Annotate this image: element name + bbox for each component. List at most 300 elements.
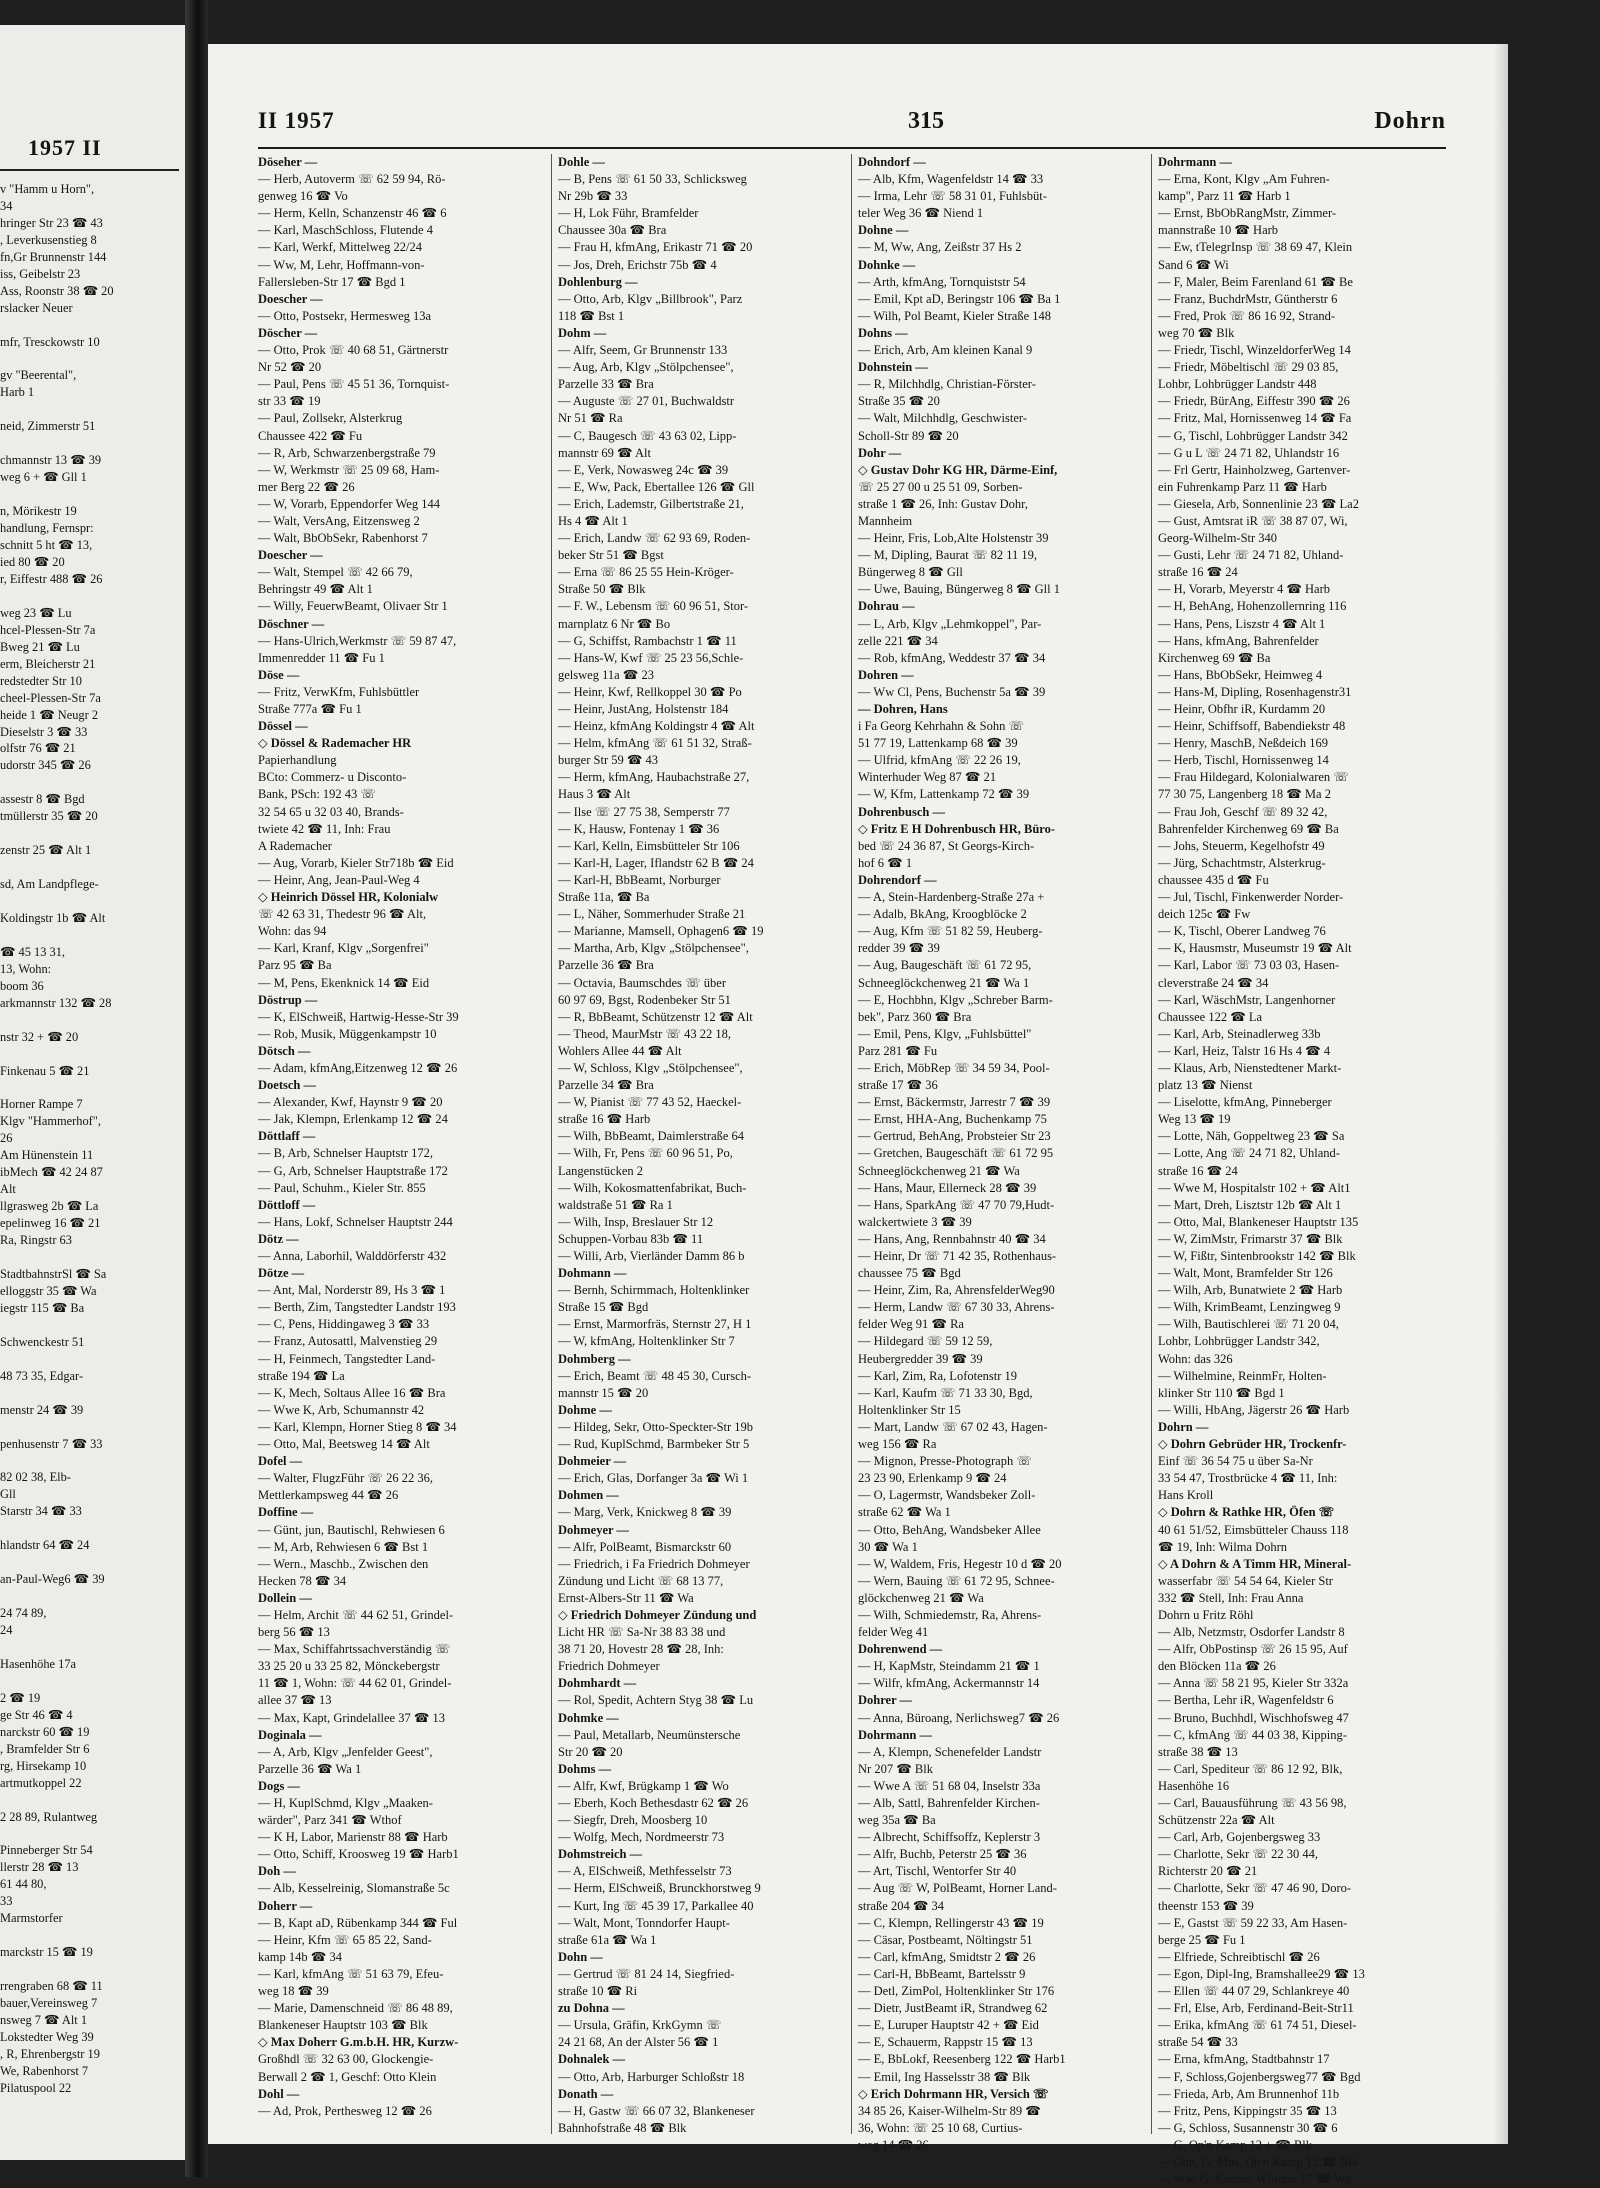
directory-entry: — C, Klempn, Rellingerstr 43 ☎ 19: [858, 1915, 1044, 1930]
directory-entry: twiete 42 ☎ 11, Inh: Frau: [258, 821, 391, 836]
directory-entry: — Frl Gertr, Hainholzweg, Gartenver-: [1158, 462, 1351, 477]
directory-entry: — Hans, kfmAng, Bahrenfelder: [1158, 633, 1319, 648]
left-fragment-line: sd, Am Landpflege-: [0, 877, 99, 892]
directory-entry: — E, BbLokf, Reesenberg 122 ☎ Harb1: [858, 2052, 1066, 2067]
surname-heading: zu Dohna —: [558, 2001, 625, 2016]
directory-entry: — Willy, FeuerwBeamt, Olivaer Str 1: [258, 599, 448, 614]
directory-entry: weg 156 ☎ Ra: [858, 1437, 937, 1452]
left-fragment-line: [0, 1419, 184, 1436]
directory-entry: — Alexander, Kwf, Haynstr 9 ☎ 20: [258, 1095, 443, 1110]
left-header-rule: [0, 169, 179, 171]
directory-entry: Behringstr 49 ☎ Alt 1: [258, 582, 373, 597]
directory-entry: Schneeglöckchenweg 21 ☎ Wa 1: [858, 975, 1030, 990]
directory-entry: Straße 50 ☎ Blk: [558, 582, 646, 597]
left-fragment-line: [0, 1317, 184, 1334]
directory-entry: — W, ZimMstr, Frimarstr 37 ☎ Blk: [1158, 1231, 1343, 1246]
directory-entry: — Karl, Kranf, Klgv „Sorgenfrei": [258, 941, 429, 956]
directory-entry: burger Str 59 ☎ 43: [558, 753, 659, 768]
directory-column-4: [1158, 154, 1444, 2187]
directory-entry: — Karl, Zim, Ra, Lofotenstr 19: [858, 1368, 1017, 1383]
left-fragment-line: iss, Geibelstr 23: [0, 266, 81, 281]
directory-entry: berge 25 ☎ Fu 1: [1158, 1932, 1246, 1947]
directory-entry: walckertwiete 3 ☎ 39: [858, 1214, 972, 1229]
directory-entry: Bahnhofstraße 48 ☎ Blk: [558, 2120, 687, 2135]
directory-entry: — Ilse ☏ 27 75 38, Semperstr 77: [558, 804, 730, 819]
directory-column-1: [258, 154, 544, 2132]
directory-entry: Bank, PSch: 192 43 ☏: [258, 787, 377, 802]
directory-entry: — E, Gastst ☏ 59 22 33, Am Hasen-: [1158, 1915, 1348, 1930]
directory-entry: — Carl, kfmAng, Smidtstr 2 ☎ 26: [858, 1949, 1036, 1964]
directory-entry: Chaussee 422 ☎ Fu: [258, 428, 363, 443]
directory-entry: Scholl-Str 89 ☎ 20: [858, 428, 959, 443]
directory-entry: — Marie, Damenschneid ☏ 86 48 89,: [258, 2001, 453, 2016]
directory-entry: — Ww, M, Lehr, Hoffmann-von-: [258, 257, 425, 272]
directory-entry: — Aug ☏ W, PolBeamt, Horner Land-: [858, 1881, 1057, 1896]
directory-entry: wasserfabr ☏ 54 54 64, Kieler Str: [1158, 1573, 1333, 1588]
directory-entry: mer Berg 22 ☎ 26: [258, 479, 355, 494]
left-fragment-line: narckstr 60 ☎ 19: [0, 1724, 90, 1739]
directory-entry: — Walt, Mont, Tonndorfer Haupt-: [558, 1915, 730, 1930]
surname-heading: Dohrau —: [858, 599, 915, 614]
directory-column-2: [558, 154, 844, 2135]
left-fragment-line: [0, 1792, 184, 1809]
directory-entry: — L, Arb, Klgv „Lehmkoppel", Par-: [858, 616, 1042, 631]
directory-entry: — Wwe K, Arb, Schumannstr 42: [258, 1402, 425, 1417]
left-fragment-line: ge Str 46 ☎ 4: [0, 1707, 73, 1722]
left-fragment-line: Harb 1: [0, 385, 35, 400]
directory-entry: i Fa Georg Kehrhahn & Sohn ☏: [858, 719, 1025, 734]
directory-entry: — Erich, Arb, Am kleinen Kanal 9: [858, 343, 1033, 358]
directory-entry: — G, Arb, Schnelser Hauptstraße 172: [258, 1163, 448, 1178]
directory-entry: — Ew, tTelegrInsp ☏ 38 69 47, Klein: [1158, 240, 1353, 255]
directory-entry: Parz 95 ☎ Ba: [258, 958, 332, 973]
left-fragment-line: an-Paul-Weg6 ☎ 39: [0, 1572, 105, 1587]
directory-entry: — Eberh, Koch Bethesdastr 62 ☎ 26: [558, 1796, 749, 1810]
directory-entry: — Alfr, Buchb, Peterstr 25 ☎ 36: [858, 1847, 1027, 1862]
directory-entry: — B, Arb, Schnelser Hauptstr 172,: [258, 1146, 433, 1161]
directory-entry: 33 25 20 u 33 25 82, Mönckebergstr: [258, 1659, 440, 1674]
directory-entry: — Alb, Sattl, Bahrenfelder Kirchen-: [858, 1796, 1040, 1810]
directory-entry: — Heinr, Dr ☏ 71 42 35, Rothenhaus-: [858, 1249, 1057, 1263]
left-fragment-line: [0, 825, 184, 842]
left-fragment-line: Pinneberger Str 54: [0, 1843, 93, 1858]
directory-entry: — Willi, HbAng, Jägerstr 26 ☎ Harb: [1158, 1402, 1350, 1417]
surname-heading: Dohrn —: [1158, 1419, 1209, 1434]
left-fragment-line: llgrasweg 2b ☎ La: [0, 1199, 99, 1214]
directory-entry: — W, Vorarb, Eppendorfer Weg 144: [258, 496, 440, 511]
directory-entry: — Aug, Baugeschäft ☏ 61 72 95,: [858, 958, 1032, 973]
directory-entry: — Karl, Klempn, Horner Stieg 8 ☎ 34: [258, 1419, 457, 1434]
directory-entry: straße 16 ☎ 24: [1158, 1163, 1238, 1178]
surname-heading: Dohmeier —: [558, 1454, 627, 1469]
directory-entry: weg 35a ☎ Ba: [858, 1813, 936, 1828]
left-fragment-line: redstedter Str 10: [0, 673, 82, 688]
left-fragment-line: [0, 893, 184, 910]
surname-heading: Döseher —: [258, 155, 318, 169]
surname-heading: Dohmhardt —: [558, 1676, 637, 1691]
left-fragment-line: 13, Wohn:: [0, 961, 52, 976]
directory-entry: A Rademacher: [258, 838, 332, 853]
directory-entry: — Karl, WäschMstr, Langenhorner: [1158, 992, 1336, 1007]
directory-entry: — Gün, G, Mus, Op'n Kamp 12 ☎ Blk: [1158, 2154, 1359, 2169]
directory-entry: — Hildeg, Sekr, Otto-Speckter-Str 19b: [558, 1419, 754, 1434]
directory-entry: — Auguste ☏ 27 01, Buchwaldstr: [558, 394, 735, 409]
left-fragment-line: Bweg 21 ☎ Lu: [0, 639, 80, 654]
surname-heading: Doescher —: [258, 291, 323, 306]
surname-heading: Doescher —: [258, 548, 323, 563]
directory-entry: — Carl, Bauausführung ☏ 43 56 98,: [1158, 1796, 1347, 1810]
directory-entry: felder Weg 41: [858, 1625, 929, 1640]
directory-entry: — Paul, Zollsekr, Alsterkrug: [258, 411, 403, 426]
directory-entry: Lohbr, Lohbrügger Landstr 448: [1158, 377, 1317, 392]
left-fragment-line: [0, 588, 184, 605]
left-fragment-line: boom 36: [0, 978, 44, 993]
directory-entry: ☎ 19, Inh: Wilma Dohrn: [1158, 1539, 1288, 1554]
directory-entry: — Berth, Zim, Tangstedter Landstr 193: [258, 1300, 456, 1315]
directory-entry: — Frau Joh, Geschf ☏ 89 32 42,: [1158, 804, 1328, 819]
surname-heading: Dohndorf —: [858, 155, 926, 169]
directory-entry: 118 ☎ Bst 1: [558, 308, 625, 323]
directory-entry: — Karl, Arb, Steinadlerweg 33b: [1158, 1026, 1321, 1041]
left-fragment-line: weg 6 + ☎ Gll 1: [0, 470, 87, 485]
directory-entry: — Friedr, Möbeltischl ☏ 29 03 85,: [1158, 360, 1339, 375]
directory-entry: — Erna, Kont, Klgv „Am Fuhren-: [1158, 172, 1330, 187]
page-header-volume: II 1957: [258, 108, 335, 133]
directory-entry: — Heinr, Kwf, Rellkoppel 30 ☎ Po: [558, 684, 742, 699]
surname-heading: Dohle —: [558, 155, 605, 169]
directory-entry: — Erich, Lademstr, Gilbertstraße 21,: [558, 496, 744, 511]
directory-entry: felder Weg 91 ☎ Ra: [858, 1317, 964, 1332]
directory-entry: — Ellen ☏ 44 07 29, Schlankreye 40: [1158, 1984, 1350, 1999]
directory-entry: kamp 14b ☎ 34: [258, 1949, 342, 1964]
directory-entry: — Karl, Werkf, Mittelweg 22/24: [258, 240, 423, 255]
directory-entry: — Fritz, Mal, Hornissenweg 14 ☎ Fa: [1158, 411, 1352, 426]
directory-entry: zelle 221 ☎ 34: [858, 633, 938, 648]
directory-entry: — Heinr, Obfhr iR, Kurdamm 20: [1158, 702, 1326, 716]
directory-entry: — M, Dipling, Baurat ☏ 82 11 19,: [858, 548, 1038, 563]
directory-entry: — Heinr, JustAng, Holstenstr 184: [558, 702, 729, 716]
directory-entry: ◇ A Dohrn & A Timm HR, Mineral-: [1158, 1556, 1352, 1571]
directory-entry: — Klaus, Arb, Nienstedtener Markt-: [1158, 1060, 1342, 1075]
directory-entry: 30 ☎ Wa 1: [858, 1539, 918, 1554]
left-fragment-line: , R, Ehrenbergstr 19: [0, 2046, 100, 2061]
directory-entry: straße 61a ☎ Wa 1: [558, 1932, 657, 1947]
surname-heading: Dohnke —: [858, 257, 916, 272]
directory-entry: — Wilh, BbBeamt, Daimlerstraße 64: [558, 1129, 745, 1144]
directory-entry: — Emil, Pens, Klgv, „Fuhlsbüttel": [858, 1026, 1032, 1041]
left-fragment-line: cheel-Plessen-Str 7a: [0, 690, 101, 705]
directory-entry: — Frl, Else, Arb, Ferdinand-Beit-Str11: [1158, 2001, 1354, 2016]
surname-heading: Dohrenwend —: [858, 1642, 943, 1657]
directory-entry: Mannheim: [858, 513, 913, 528]
directory-entry: Kirchenweg 69 ☎ Ba: [1158, 650, 1271, 665]
directory-entry: — W, Pianist ☏ 77 43 52, Haeckel-: [558, 1095, 742, 1110]
directory-entry: chaussee 435 d ☎ Fu: [1158, 872, 1269, 887]
directory-entry: — Adalb, BkAng, Kroogblöcke 2: [858, 907, 1027, 922]
surname-heading: Dohmke —: [558, 1710, 619, 1725]
directory-entry: — Irma, Lehr ☏ 58 31 01, Fuhlsbüt-: [858, 189, 1047, 204]
directory-entry: waldstraße 51 ☎ Ra 1: [558, 1197, 673, 1212]
directory-entry: — Alb, Netzmstr, Osdorfer Landstr 8: [1158, 1625, 1345, 1640]
left-fragment-line: [0, 1639, 184, 1656]
surname-heading: Dohn —: [558, 1949, 603, 1964]
directory-entry: ◇ Friedrich Dohmeyer Zündung und: [558, 1607, 757, 1622]
left-fragment-line: StadtbahnstrSl ☎ Sa: [0, 1267, 107, 1281]
directory-entry: — Rud, KuplSchmd, Barmbeker Str 5: [558, 1437, 750, 1452]
left-fragment-line: [0, 1673, 184, 1690]
directory-entry: — Hans, Maur, Ellerneck 28 ☎ 39: [858, 1180, 1037, 1195]
directory-entry: straße 54 ☎ 33: [1158, 2035, 1238, 2050]
directory-entry: — Mignon, Presse-Photograph ☏: [858, 1454, 1032, 1469]
surname-heading: Doetsch —: [258, 1078, 316, 1093]
directory-columns: [258, 154, 1446, 2187]
directory-entry: — Lotte, Ang ☏ 24 71 82, Uhland-: [1158, 1146, 1340, 1161]
surname-heading: Dogs —: [258, 1778, 301, 1793]
directory-entry: Straße 777a ☎ Fu 1: [258, 702, 362, 716]
left-fragment-line: , Bramfelder Str 6: [0, 1741, 90, 1756]
directory-entry: Büngerweg 8 ☎ Gll: [858, 565, 963, 580]
surname-heading: Dohmann —: [558, 1266, 627, 1281]
directory-entry: ◇ Dohrn & Rathke HR, Öfen ☏: [1158, 1505, 1335, 1520]
directory-entry: straße 16 ☎ Harb: [558, 1112, 651, 1127]
left-fragment-line: 48 73 35, Edgar-: [0, 1368, 84, 1383]
directory-entry: — Herm, Landw ☏ 67 30 33, Ahrens-: [858, 1300, 1055, 1315]
directory-entry: — Karl-H, Lager, Iflandstr 62 B ☎ 24: [558, 855, 754, 870]
directory-entry: — Friedr, Tischl, WinzeldorferWeg 14: [1158, 343, 1351, 358]
directory-entry: — Ernst, Bäckermstr, Jarrestr 7 ☎ 39: [858, 1095, 1051, 1110]
surname-heading: Dohnstein —: [858, 360, 928, 375]
directory-entry: Parzelle 34 ☎ Bra: [558, 1078, 654, 1093]
directory-entry: 36, Wohn: ☏ 25 10 68, Curtius-: [858, 2120, 1023, 2135]
left-fragment-line: Schwenckestr 51: [0, 1334, 85, 1349]
surname-heading: Dohmberg —: [558, 1351, 631, 1366]
surname-heading: Dohmeyer —: [558, 1522, 629, 1537]
directory-entry: 77 30 75, Langenberg 18 ☎ Ma 2: [1158, 787, 1331, 802]
directory-entry: — Erich, MöbRep ☏ 34 59 34, Pool-: [858, 1060, 1050, 1075]
directory-entry: — R, BbBeamt, Schützenstr 12 ☎ Alt: [558, 1009, 753, 1024]
directory-entry: — K, Mech, Soltaus Allee 16 ☎ Bra: [258, 1385, 446, 1400]
directory-entry: — Octavia, Baumschdes ☏ über: [558, 975, 727, 990]
left-fragment-line: [0, 486, 184, 503]
left-fragment-line: [0, 1080, 184, 1097]
left-fragment-line: Starstr 34 ☎ 33: [0, 1504, 82, 1519]
directory-entry: 24 21 68, An der Alster 56 ☎ 1: [558, 2035, 719, 2050]
left-fragment-line: neid, Zimmerstr 51: [0, 419, 96, 434]
directory-entry: — Hans-Ulrich,Werkmstr ☏ 59 87 47,: [258, 633, 457, 648]
directory-entry: Mettlerkampsweg 44 ☎ 26: [258, 1488, 399, 1503]
directory-entry: Sand 6 ☎ Wi: [1158, 257, 1229, 272]
left-fragment-line: 82 02 38, Elb-: [0, 1470, 71, 1485]
directory-entry: — Anna ☏ 58 21 95, Kieler Str 332a: [1158, 1676, 1349, 1691]
directory-entry: — Mart, Dreh, Lisztstr 12b ☎ Alt 1: [1158, 1197, 1342, 1212]
directory-entry: — O, Lagermstr, Wandsbeker Zoll-: [858, 1488, 1036, 1503]
directory-entry: — Otto, Prok ☏ 40 68 51, Gärtnerstr: [258, 343, 449, 358]
surname-heading: Dohlenburg —: [558, 274, 638, 289]
directory-entry: platz 13 ☎ Nienst: [1158, 1078, 1253, 1093]
surname-heading: Dofel —: [258, 1454, 303, 1469]
directory-entry: Heubergredder 39 ☎ 39: [858, 1351, 983, 1366]
directory-entry: bed ☏ 24 36 87, St Georgs-Kirch-: [858, 838, 1035, 853]
directory-entry: — Art, Tischl, Wentorfer Str 40: [858, 1864, 1017, 1879]
directory-entry: Papierhandlung: [258, 753, 337, 768]
surname-heading: Dohne —: [858, 223, 909, 238]
directory-entry: — Franz, Autosattl, Malvenstieg 29: [258, 1334, 438, 1349]
left-fragment-line: [0, 1012, 184, 1029]
directory-entry: Nr 29b ☎ 33: [558, 189, 628, 204]
directory-entry: — Rob, kfmAng, Weddestr 37 ☎ 34: [858, 650, 1046, 665]
directory-entry: — H, Vorarb, Meyerstr 4 ☎ Harb: [1158, 582, 1331, 597]
directory-entry: — Gretchen, Baugeschäft ☏ 61 72 95: [858, 1146, 1054, 1161]
directory-entry: — Bertha, Lehr iR, Wagenfeldstr 6: [1158, 1693, 1334, 1708]
directory-entry: chaussee 75 ☎ Bgd: [858, 1266, 961, 1281]
directory-entry: — A, Arb, Klgv „Jenfelder Geest",: [258, 1744, 433, 1759]
column-divider: [551, 154, 552, 2134]
directory-entry: — Anna, Büroang, Nerlichsweg7 ☎ 26: [858, 1710, 1060, 1725]
directory-entry: cleverstraße 24 ☎ 34: [1158, 975, 1269, 990]
directory-entry: — Aug, Vorarb, Kieler Str718b ☎ Eid: [258, 855, 454, 870]
directory-entry: — H, KuplSchmd, Klgv „Maaken-: [258, 1796, 433, 1810]
directory-page: [208, 44, 1508, 2187]
directory-entry: wärder", Parz 341 ☎ Wthof: [258, 1813, 402, 1828]
surname-heading: Dohmen —: [558, 1488, 619, 1503]
directory-entry: — B, Kapt aD, Rübenkamp 344 ☎ Ful: [258, 1915, 458, 1930]
directory-entry: — Wwe M, Hospitalstr 102 + ☎ Alt1: [1158, 1180, 1351, 1195]
directory-entry: — Egon, Dipl-Ing, Bramshallee29 ☎ 13: [1158, 1966, 1365, 1981]
left-fragment-line: nsweg 7 ☎ Alt 1: [0, 2012, 88, 2027]
directory-entry: — H, BehAng, Hohenzollernring 116: [1158, 599, 1347, 614]
directory-entry: — Karl-H, BbBeamt, Norburger: [558, 872, 721, 887]
directory-entry: — Otto, Mal, Blankeneser Hauptstr 135: [1158, 1214, 1359, 1229]
directory-entry: — Walt, Mont, Bramfelder Str 126: [1158, 1266, 1333, 1281]
surname-heading: Dohrenbusch —: [858, 804, 945, 819]
left-fragment-line: 33: [0, 1894, 13, 1909]
left-fragment-line: heide 1 ☎ Neugr 2: [0, 707, 99, 722]
directory-entry: — Otto, Arb, Harburger Schloßstr 18: [558, 2069, 745, 2084]
directory-entry: — K, Tischl, Oberer Landweg 76: [1158, 924, 1326, 939]
left-fragment-line: llerstr 28 ☎ 13: [0, 1860, 79, 1875]
directory-entry: Immenredder 11 ☎ Fu 1: [258, 650, 385, 665]
directory-entry: — Otto, BehAng, Wandsbeker Allee: [858, 1522, 1041, 1537]
directory-entry: — Ernst, Marmorfräs, Sternstr 27, H 1: [558, 1317, 752, 1332]
directory-entry: — W, Fißtr, Sintenbrookstr 142 ☎ Blk: [1158, 1249, 1356, 1263]
left-fragment-line: Pilatuspool 22: [0, 2080, 72, 2095]
directory-entry: Haus 3 ☎ Alt: [558, 787, 631, 802]
surname-heading: Dössel —: [258, 719, 308, 734]
directory-entry: — Otto, Postsekr, Hermesweg 13a: [258, 308, 432, 323]
directory-entry: Lohbr, Lohbrügger Landstr 342,: [1158, 1334, 1320, 1349]
surname-heading: Dötze —: [258, 1266, 305, 1281]
left-fragment-line: [0, 1961, 184, 1978]
directory-entry: — Hans, Pens, Liszstr 4 ☎ Alt 1: [1158, 616, 1326, 631]
directory-entry: 11 ☎ 1, Wohn: ☏ 44 62 01, Grindel-: [258, 1676, 452, 1691]
surname-heading: Dohrmann —: [1158, 155, 1232, 169]
directory-entry: Chaussee 30a ☎ Bra: [558, 223, 667, 238]
left-fragment-line: 24 74 89,: [0, 1606, 47, 1621]
directory-entry: — Dohren, Hans: [858, 702, 948, 716]
directory-entry: — Wilh, Insp, Breslauer Str 12: [558, 1214, 714, 1229]
surname-heading: Döttlaff —: [258, 1129, 316, 1144]
directory-entry: — Wilh, Fr, Pens ☏ 60 96 51, Po,: [558, 1146, 733, 1161]
directory-entry: — Marianne, Mamsell, Ophagen6 ☎ 19: [558, 924, 764, 939]
directory-entry: 40 61 51/52, Eimsbütteler Chauss 118: [1158, 1522, 1349, 1537]
left-fragment-line: [0, 1385, 184, 1402]
directory-entry: Langenstücken 2: [558, 1163, 644, 1178]
left-fragment-line: tmüllerstr 35 ☎ 20: [0, 809, 98, 824]
directory-entry: Wohn: das 326: [1158, 1351, 1233, 1366]
directory-entry: — Erna ☏ 86 25 55 Hein-Kröger-: [558, 565, 734, 580]
directory-entry: — Heinr, Zim, Ra, AhrensfelderWeg90: [858, 1283, 1055, 1298]
directory-entry: — Wilh, Bautischlerei ☏ 71 20 04,: [1158, 1317, 1339, 1332]
left-fragment-line: handlung, Fernspr:: [0, 521, 94, 536]
directory-entry: — R, Milchhdlg, Christian-Förster-: [858, 377, 1036, 392]
directory-entry: — Heinr, Kfm ☏ 65 85 22, Sand-: [258, 1932, 432, 1947]
directory-entry: weg 18 ☎ 39: [258, 1984, 329, 1999]
directory-entry: — Charlotte, Sekr ☏ 47 46 90, Doro-: [1158, 1881, 1352, 1896]
directory-entry: — Wilfr, kfmAng, Ackermannstr 14: [858, 1676, 1040, 1691]
directory-entry: — Liselotte, kfmAng, Pinneberger: [1158, 1095, 1332, 1110]
directory-entry: — W, Werkmstr ☏ 25 09 68, Ham-: [258, 462, 440, 477]
directory-entry: — Max, Schiffahrtssachverständig ☏: [258, 1642, 451, 1657]
directory-entry: — Carl-H, BbBeamt, Bartelsstr 9: [858, 1966, 1026, 1981]
directory-entry: Parz 281 ☎ Fu: [858, 1043, 938, 1058]
directory-entry: — Otto, Schiff, Kroosweg 19 ☎ Harb1: [258, 1847, 459, 1862]
directory-entry: — Wwe A ☏ 51 68 04, Inselstr 33a: [858, 1778, 1041, 1793]
directory-entry: straße 17 ☎ 36: [858, 1078, 938, 1093]
left-fragment-line: [0, 351, 184, 368]
directory-entry: — Alfr, Kwf, Brügkamp 1 ☎ Wo: [558, 1778, 729, 1793]
directory-entry: — M, Ww, Ang, Zeißstr 37 Hs 2: [858, 240, 1022, 255]
directory-entry: den Blöcken 11a ☎ 26: [1158, 1659, 1276, 1674]
directory-entry: Holtenklinker Str 15: [858, 1402, 961, 1417]
left-fragment-line: 26: [0, 1131, 13, 1146]
directory-entry: — Bruno, Buchhdl, Wischhofsweg 47: [1158, 1710, 1349, 1725]
left-fragment-line: penhusenstr 7 ☎ 33: [0, 1436, 103, 1451]
directory-entry: — Paul, Schuhm., Kieler Str. 855: [258, 1180, 426, 1195]
left-fragment-line: Alt: [0, 1182, 16, 1197]
directory-entry: bek", Parz 360 ☎ Bra: [858, 1009, 972, 1024]
directory-entry: ◇ Gustav Dohr KG HR, Därme-Einf,: [858, 462, 1058, 477]
left-page-fragment: [0, 25, 185, 2160]
surname-heading: Dohme —: [558, 1402, 612, 1417]
directory-entry: — Erika, kfmAng ☏ 61 74 51, Diesel-: [1158, 2018, 1357, 2033]
directory-entry: — Alfr, ObPostinsp ☏ 26 15 95, Auf: [1158, 1642, 1348, 1657]
directory-entry: Blankeneser Hauptstr 103 ☎ Blk: [258, 2018, 428, 2033]
directory-entry: — Herm, Kelln, Schanzenstr 46 ☎ 6: [258, 206, 447, 221]
directory-entry: Berwall 2 ☎ 1, Geschf: Otto Klein: [258, 2069, 437, 2084]
surname-heading: Dohl —: [258, 2086, 300, 2101]
directory-entry: teler Weg 36 ☎ Niend 1: [858, 206, 984, 221]
directory-entry: — W, Schloss, Klgv „Stölpchensee",: [558, 1060, 743, 1075]
directory-entry: ☏ 42 63 31, Thedestr 96 ☎ Alt,: [258, 907, 427, 922]
surname-heading: Donath —: [558, 2086, 614, 2101]
directory-entry: — Herb, Autoverm ☏ 62 59 94, Rö-: [258, 172, 446, 187]
surname-heading: Dollein —: [258, 1590, 312, 1605]
left-fragment-line: marckstr 15 ☎ 19: [0, 1945, 93, 1960]
directory-entry: ◇ Heinrich Dössel HR, Kolonialw: [258, 890, 439, 905]
directory-entry: — Friedr, BürAng, Eiffestr 390 ☎ 26: [1158, 394, 1350, 409]
directory-entry: — F. W., Lebensm ☏ 60 96 51, Stor-: [558, 599, 749, 614]
left-fragment-line: ibMech ☎ 42 24 87: [0, 1165, 103, 1180]
left-fragment-line: menstr 24 ☎ 39: [0, 1402, 84, 1417]
directory-entry: — C, Baugesch ☏ 43 63 02, Lipp-: [558, 428, 737, 443]
directory-entry: — Hans, BbObSekr, Heimweg 4: [1158, 667, 1323, 682]
left-fragment-line: iegstr 115 ☎ Ba: [0, 1300, 85, 1315]
directory-entry: — Alfr, PolBeamt, Bismarckstr 60: [558, 1539, 732, 1554]
left-fragment-line: fn,Gr Brunnenstr 144: [0, 249, 107, 264]
directory-entry: — M, Arb, Rehwiesen 6 ☎ Bst 1: [258, 1539, 429, 1554]
directory-entry: — Karl, kfmAng ☏ 51 63 79, Efeu-: [258, 1966, 444, 1981]
directory-entry: — Hans, Lokf, Schnelser Hauptstr 244: [258, 1214, 453, 1229]
